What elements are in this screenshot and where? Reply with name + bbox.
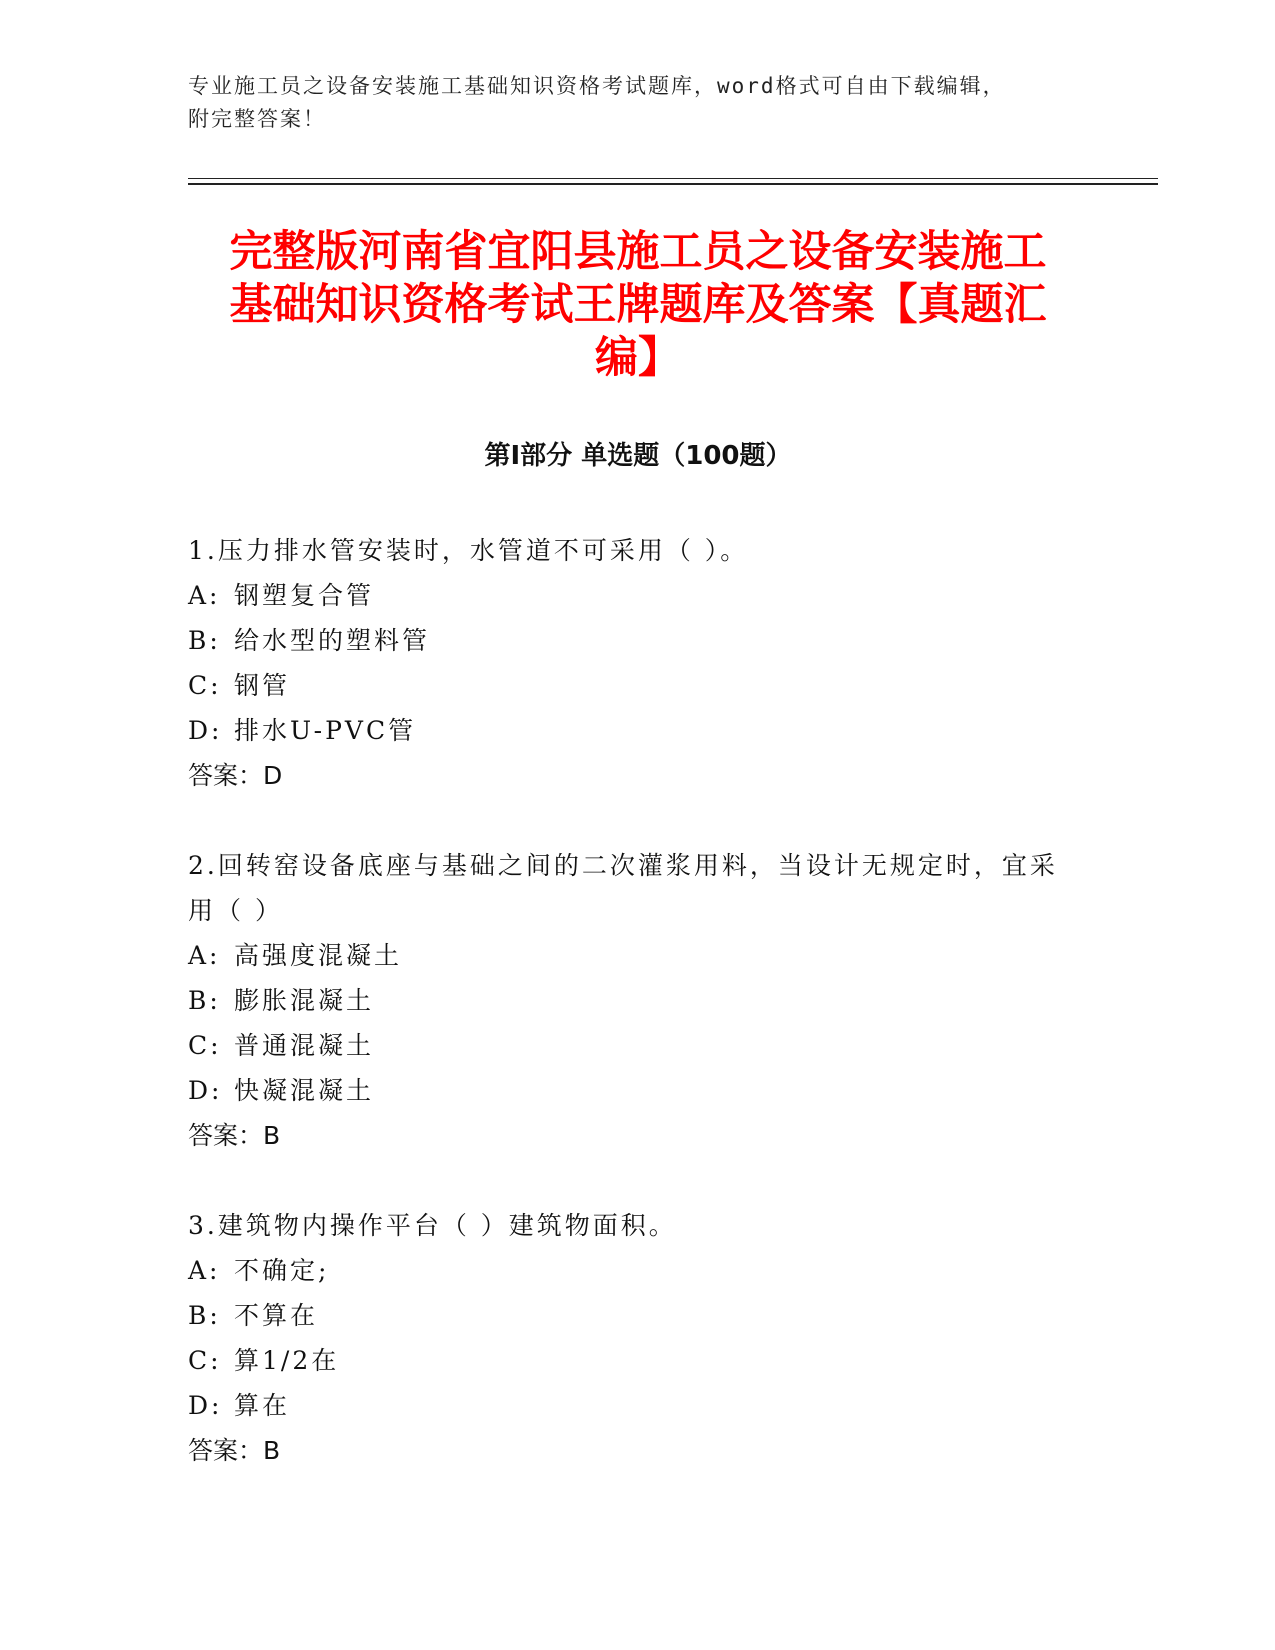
header-note-line-1: 专业施工员之设备安装施工基础知识资格考试题库，word格式可自由下载编辑， bbox=[188, 74, 1006, 98]
option-b bbox=[188, 978, 1068, 1023]
option-letter: C: bbox=[188, 1031, 222, 1060]
option-text: 钢管 bbox=[234, 671, 291, 700]
option-letter: B: bbox=[188, 986, 221, 1015]
option-letter: C: bbox=[188, 671, 222, 700]
section-title: 第Ⅰ部分 单选题（100题） bbox=[484, 441, 792, 471]
option-text: 给水型的塑料管 bbox=[234, 626, 431, 655]
question-3 bbox=[188, 1203, 1068, 1473]
option-c bbox=[188, 1338, 1068, 1383]
option-text: 钢塑复合管 bbox=[234, 581, 375, 610]
option-c bbox=[188, 1023, 1068, 1068]
option-letter: D: bbox=[188, 1076, 223, 1105]
answer: 答案：B bbox=[188, 1121, 281, 1150]
option-text: 算1/2在 bbox=[234, 1346, 340, 1375]
question-1 bbox=[188, 528, 1068, 798]
option-text: 不算在 bbox=[234, 1301, 319, 1330]
option-text: 算在 bbox=[234, 1391, 291, 1420]
option-text: 排水U-PVC管 bbox=[234, 716, 417, 745]
option-d bbox=[188, 708, 1068, 753]
option-letter: B: bbox=[188, 626, 221, 655]
header-divider-thin bbox=[188, 178, 1158, 179]
document-title-line-2: 基础知识资格考试王牌题库及答案【真题汇 bbox=[229, 280, 1047, 330]
header-note bbox=[188, 70, 1088, 136]
answer: 答案：D bbox=[188, 761, 283, 790]
question-stem: 2.回转窑设备底座与基础之间的二次灌浆用料，当设计无规定时，宜采用（ ） bbox=[188, 851, 1058, 925]
document-title-line-1: 完整版河南省宜阳县施工员之设备安装施工 bbox=[229, 227, 1047, 277]
option-text: 不确定; bbox=[234, 1256, 330, 1285]
option-a bbox=[188, 573, 1068, 618]
option-b bbox=[188, 618, 1068, 663]
option-c bbox=[188, 663, 1068, 708]
option-text: 膨胀混凝土 bbox=[234, 986, 375, 1015]
option-letter: B: bbox=[188, 1301, 221, 1330]
option-letter: A: bbox=[188, 941, 221, 970]
option-letter: A: bbox=[188, 1256, 221, 1285]
option-d bbox=[188, 1068, 1068, 1113]
option-letter: D: bbox=[188, 716, 223, 745]
question-2 bbox=[188, 843, 1068, 1158]
option-letter: A: bbox=[188, 581, 221, 610]
header-note-line-2: 附完整答案！ bbox=[188, 107, 326, 131]
question-stem: 1.压力排水管安装时，水管道不可采用（ ）。 bbox=[188, 536, 749, 565]
option-text: 高强度混凝土 bbox=[234, 941, 403, 970]
option-b bbox=[188, 1293, 1068, 1338]
option-letter: C: bbox=[188, 1346, 222, 1375]
header-divider-thick bbox=[188, 183, 1158, 185]
option-a bbox=[188, 933, 1068, 978]
option-text: 快凝混凝土 bbox=[234, 1076, 375, 1105]
answer: 答案：B bbox=[188, 1436, 281, 1465]
option-letter: D: bbox=[188, 1391, 223, 1420]
option-text: 普通混凝土 bbox=[234, 1031, 375, 1060]
document-title bbox=[188, 226, 1088, 385]
document-title-line-3: 编】 bbox=[595, 333, 681, 383]
option-d bbox=[188, 1383, 1068, 1428]
option-a bbox=[188, 1248, 1068, 1293]
question-stem: 3.建筑物内操作平台（ ）建筑物面积。 bbox=[188, 1211, 677, 1240]
